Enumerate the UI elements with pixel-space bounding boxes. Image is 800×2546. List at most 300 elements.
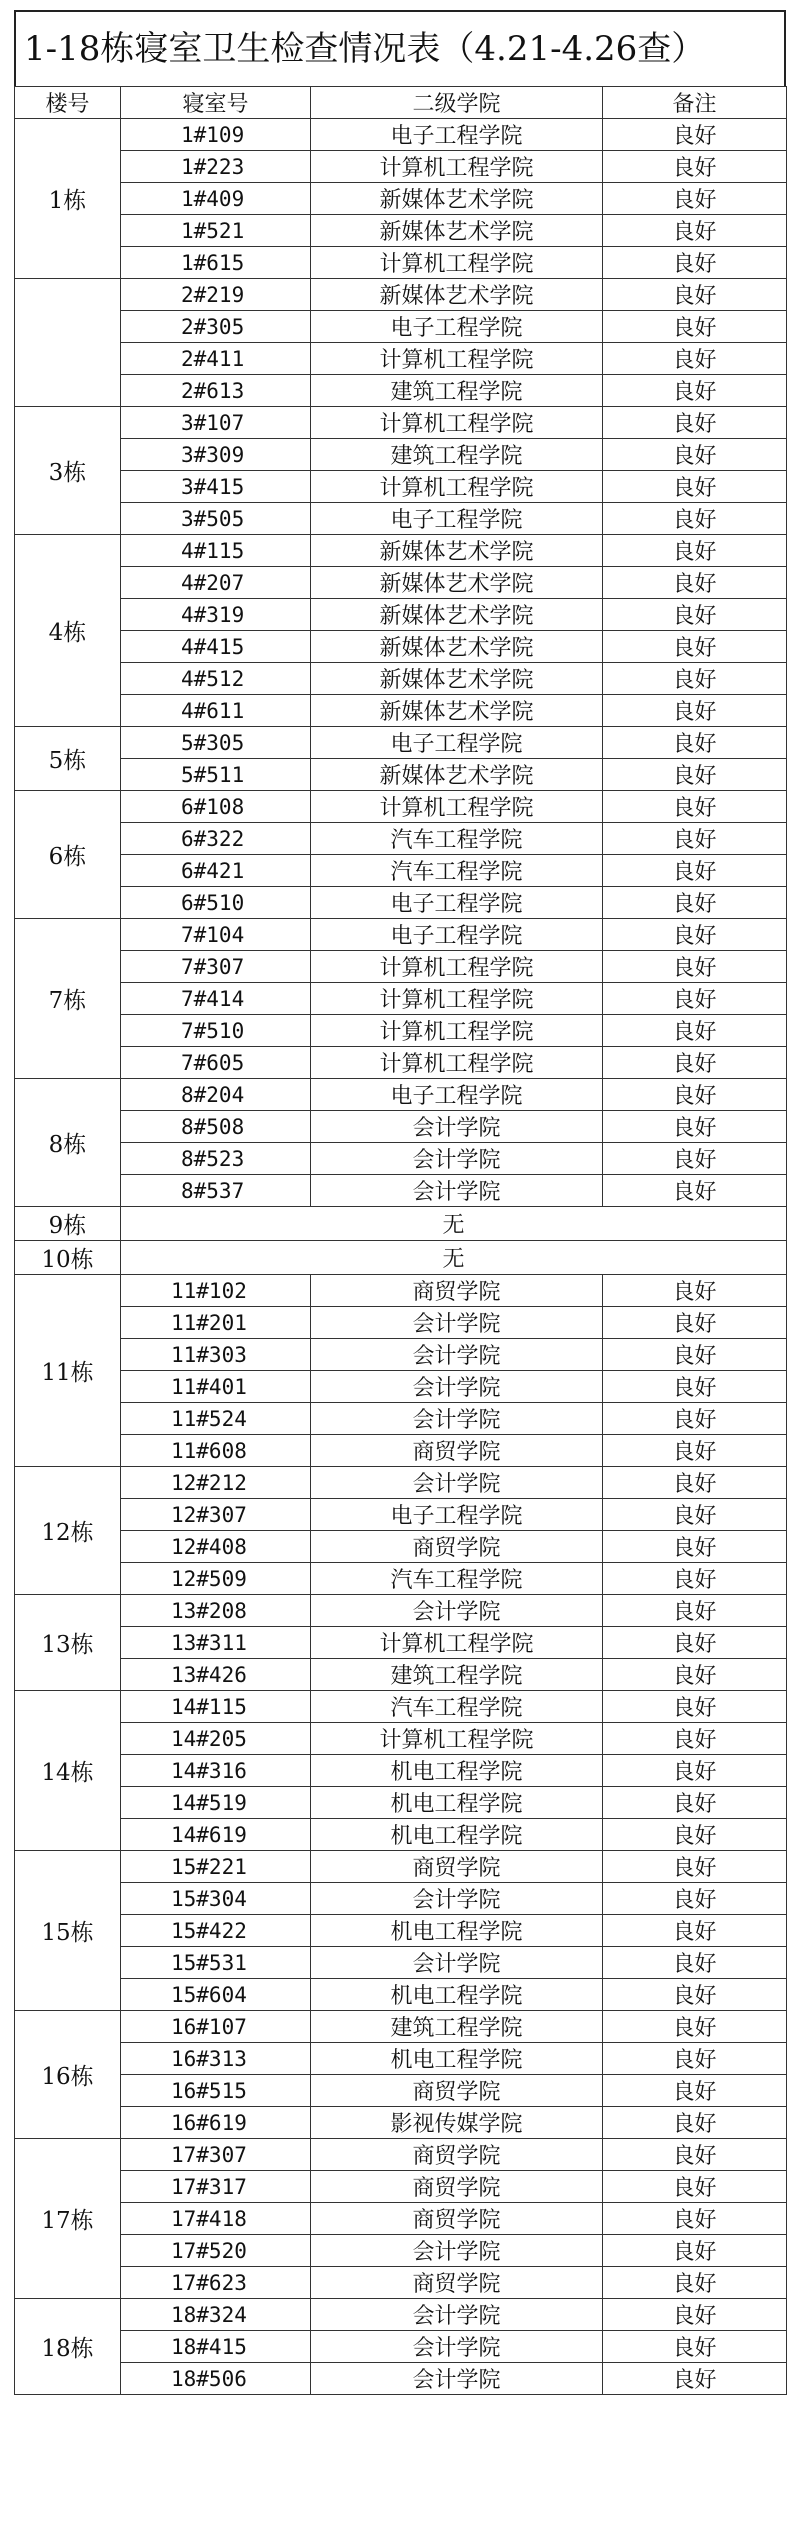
college-cell: 计算机工程学院 (311, 407, 603, 439)
college-cell: 商贸学院 (311, 2171, 603, 2203)
college-cell: 机电工程学院 (311, 1915, 603, 1947)
table-row (15, 343, 787, 375)
college-cell: 计算机工程学院 (311, 247, 603, 279)
remark-cell: 良好 (603, 791, 787, 823)
remark-cell: 良好 (603, 215, 787, 247)
remark-cell: 良好 (603, 2107, 787, 2139)
table-row (15, 151, 787, 183)
room-cell: 13#208 (121, 1595, 311, 1627)
remark-cell: 良好 (603, 2075, 787, 2107)
remark-cell: 良好 (603, 1467, 787, 1499)
table-row (15, 1015, 787, 1047)
college-cell: 会计学院 (311, 1403, 603, 1435)
college-cell: 建筑工程学院 (311, 2011, 603, 2043)
college-cell: 会计学院 (311, 1595, 603, 1627)
room-cell: 15#604 (121, 1979, 311, 2011)
table-row (15, 1627, 787, 1659)
room-cell: 4#611 (121, 695, 311, 727)
table-row (15, 663, 787, 695)
remark-cell: 良好 (603, 1851, 787, 1883)
remark-cell: 良好 (603, 1595, 787, 1627)
table-row (15, 631, 787, 663)
table-row (15, 1979, 787, 2011)
room-cell: 3#505 (121, 503, 311, 535)
remark-cell: 良好 (603, 759, 787, 791)
remark-cell: 良好 (603, 407, 787, 439)
remark-cell: 良好 (603, 471, 787, 503)
room-cell: 7#605 (121, 1047, 311, 1079)
table-row (15, 1947, 787, 1979)
table-row (15, 855, 787, 887)
college-cell: 新媒体艺术学院 (311, 631, 603, 663)
college-cell: 计算机工程学院 (311, 791, 603, 823)
college-cell: 计算机工程学院 (311, 983, 603, 1015)
college-cell: 新媒体艺术学院 (311, 695, 603, 727)
room-cell: 14#519 (121, 1787, 311, 1819)
table-row (15, 1207, 787, 1241)
remark-cell: 良好 (603, 375, 787, 407)
remark-cell: 良好 (603, 119, 787, 151)
room-cell: 17#418 (121, 2203, 311, 2235)
table-row (15, 503, 787, 535)
remark-cell: 良好 (603, 1403, 787, 1435)
remark-cell: 良好 (603, 727, 787, 759)
header-room: 寝室号 (121, 87, 311, 119)
room-cell: 2#613 (121, 375, 311, 407)
room-cell: 18#324 (121, 2299, 311, 2331)
room-cell: 4#512 (121, 663, 311, 695)
table-row (15, 727, 787, 759)
building-cell: 14栋 (15, 1691, 121, 1851)
table-row (15, 951, 787, 983)
college-cell: 建筑工程学院 (311, 439, 603, 471)
room-cell: 15#422 (121, 1915, 311, 1947)
remark-cell: 良好 (603, 1531, 787, 1563)
remark-cell: 良好 (603, 535, 787, 567)
room-cell: 15#531 (121, 1947, 311, 1979)
remark-cell: 良好 (603, 1883, 787, 1915)
college-cell: 计算机工程学院 (311, 471, 603, 503)
room-cell: 1#109 (121, 119, 311, 151)
table-row (15, 1175, 787, 1207)
building-cell: 18栋 (15, 2299, 121, 2395)
remark-cell: 良好 (603, 2203, 787, 2235)
room-cell: 5#511 (121, 759, 311, 791)
college-cell: 新媒体艺术学院 (311, 599, 603, 631)
table-row (15, 1563, 787, 1595)
room-cell: 1#521 (121, 215, 311, 247)
remark-cell: 良好 (603, 1079, 787, 1111)
college-cell: 新媒体艺术学院 (311, 279, 603, 311)
room-cell: 11#201 (121, 1307, 311, 1339)
college-cell: 电子工程学院 (311, 887, 603, 919)
college-cell: 电子工程学院 (311, 919, 603, 951)
table-row (15, 1755, 787, 1787)
college-cell: 建筑工程学院 (311, 375, 603, 407)
college-cell: 汽车工程学院 (311, 823, 603, 855)
building-cell: 17栋 (15, 2139, 121, 2299)
remark-cell: 良好 (603, 1979, 787, 2011)
room-cell: 14#115 (121, 1691, 311, 1723)
building-cell: 5栋 (15, 727, 121, 791)
remark-cell: 良好 (603, 1819, 787, 1851)
table-row (15, 375, 787, 407)
remark-cell: 良好 (603, 1047, 787, 1079)
building-cell: 10栋 (15, 1241, 121, 1275)
room-cell: 11#608 (121, 1435, 311, 1467)
remark-cell: 良好 (603, 2139, 787, 2171)
table-row (15, 1467, 787, 1499)
college-cell: 汽车工程学院 (311, 1691, 603, 1723)
table-row (15, 2235, 787, 2267)
room-cell: 6#510 (121, 887, 311, 919)
room-cell: 1#409 (121, 183, 311, 215)
room-cell: 16#515 (121, 2075, 311, 2107)
room-cell: 11#401 (121, 1371, 311, 1403)
table-row (15, 1307, 787, 1339)
college-cell: 电子工程学院 (311, 119, 603, 151)
room-cell: 11#524 (121, 1403, 311, 1435)
table-row (15, 1915, 787, 1947)
table-row (15, 1047, 787, 1079)
room-cell: 3#309 (121, 439, 311, 471)
remark-cell: 良好 (603, 1755, 787, 1787)
remark-cell: 良好 (603, 1111, 787, 1143)
table-row (15, 1787, 787, 1819)
room-cell: 18#506 (121, 2363, 311, 2395)
remark-cell: 良好 (603, 1339, 787, 1371)
table-row (15, 1241, 787, 1275)
remark-cell: 良好 (603, 279, 787, 311)
table-row (15, 407, 787, 439)
remark-cell: 良好 (603, 855, 787, 887)
college-cell: 汽车工程学院 (311, 855, 603, 887)
room-cell: 7#414 (121, 983, 311, 1015)
building-cell (15, 279, 121, 407)
remark-cell: 良好 (603, 1435, 787, 1467)
college-cell: 商贸学院 (311, 1275, 603, 1307)
room-cell: 7#510 (121, 1015, 311, 1047)
college-cell: 建筑工程学院 (311, 1659, 603, 1691)
table-body (15, 119, 787, 2395)
remark-cell: 良好 (603, 919, 787, 951)
college-cell: 会计学院 (311, 1175, 603, 1207)
college-cell: 计算机工程学院 (311, 151, 603, 183)
table-row (15, 1079, 787, 1111)
college-cell: 新媒体艺术学院 (311, 759, 603, 791)
building-cell: 6栋 (15, 791, 121, 919)
remark-cell: 良好 (603, 887, 787, 919)
room-cell: 4#115 (121, 535, 311, 567)
college-cell: 商贸学院 (311, 1531, 603, 1563)
remark-cell: 良好 (603, 2363, 787, 2395)
room-cell: 12#307 (121, 1499, 311, 1531)
college-cell: 会计学院 (311, 1307, 603, 1339)
inspection-table (14, 86, 787, 2395)
college-cell: 计算机工程学院 (311, 1047, 603, 1079)
remark-cell: 良好 (603, 1015, 787, 1047)
college-cell: 会计学院 (311, 1947, 603, 1979)
remark-cell: 良好 (603, 1499, 787, 1531)
college-cell: 机电工程学院 (311, 1819, 603, 1851)
college-cell: 商贸学院 (311, 2139, 603, 2171)
remark-cell: 良好 (603, 2011, 787, 2043)
inspection-sheet (14, 10, 786, 2395)
remark-cell: 良好 (603, 311, 787, 343)
table-row (15, 2299, 787, 2331)
empty-cell: 无 (121, 1241, 787, 1275)
room-cell: 8#537 (121, 1175, 311, 1207)
college-cell: 计算机工程学院 (311, 343, 603, 375)
room-cell: 7#104 (121, 919, 311, 951)
remark-cell: 良好 (603, 631, 787, 663)
room-cell: 1#615 (121, 247, 311, 279)
table-row (15, 791, 787, 823)
remark-cell: 良好 (603, 695, 787, 727)
remark-cell: 良好 (603, 247, 787, 279)
room-cell: 12#408 (121, 1531, 311, 1563)
table-row (15, 183, 787, 215)
college-cell: 机电工程学院 (311, 2043, 603, 2075)
table-row (15, 1403, 787, 1435)
room-cell: 11#303 (121, 1339, 311, 1371)
remark-cell: 良好 (603, 1563, 787, 1595)
building-cell: 11栋 (15, 1275, 121, 1467)
table-row (15, 2171, 787, 2203)
table-row (15, 1883, 787, 1915)
table-row (15, 983, 787, 1015)
remark-cell: 良好 (603, 1371, 787, 1403)
college-cell: 机电工程学院 (311, 1979, 603, 2011)
empty-cell: 无 (121, 1207, 787, 1241)
header-college: 二级学院 (311, 87, 603, 119)
college-cell: 机电工程学院 (311, 1787, 603, 1819)
remark-cell: 良好 (603, 567, 787, 599)
college-cell: 商贸学院 (311, 1435, 603, 1467)
table-row (15, 1531, 787, 1563)
remark-cell: 良好 (603, 1659, 787, 1691)
room-cell: 12#212 (121, 1467, 311, 1499)
table-row (15, 119, 787, 151)
building-cell: 3栋 (15, 407, 121, 535)
table-row (15, 1275, 787, 1307)
remark-cell: 良好 (603, 343, 787, 375)
building-cell: 13栋 (15, 1595, 121, 1691)
remark-cell: 良好 (603, 1307, 787, 1339)
room-cell: 12#509 (121, 1563, 311, 1595)
remark-cell: 良好 (603, 599, 787, 631)
remark-cell: 良好 (603, 1947, 787, 1979)
room-cell: 8#523 (121, 1143, 311, 1175)
room-cell: 2#411 (121, 343, 311, 375)
building-cell: 12栋 (15, 1467, 121, 1595)
room-cell: 3#415 (121, 471, 311, 503)
table-row (15, 2331, 787, 2363)
college-cell: 汽车工程学院 (311, 1563, 603, 1595)
room-cell: 6#108 (121, 791, 311, 823)
college-cell: 会计学院 (311, 1883, 603, 1915)
building-cell: 1栋 (15, 119, 121, 279)
remark-cell: 良好 (603, 151, 787, 183)
remark-cell: 良好 (603, 1175, 787, 1207)
college-cell: 新媒体艺术学院 (311, 215, 603, 247)
room-cell: 15#221 (121, 1851, 311, 1883)
college-cell: 会计学院 (311, 1371, 603, 1403)
remark-cell: 良好 (603, 2331, 787, 2363)
sheet-title: 1-18栋寝室卫生检查情况表（4.21-4.26查） (14, 10, 786, 86)
table-row (15, 1371, 787, 1403)
remark-cell: 良好 (603, 2299, 787, 2331)
table-row (15, 1435, 787, 1467)
table-row (15, 2075, 787, 2107)
table-row (15, 887, 787, 919)
college-cell: 新媒体艺术学院 (311, 567, 603, 599)
college-cell: 会计学院 (311, 2363, 603, 2395)
table-row (15, 279, 787, 311)
college-cell: 商贸学院 (311, 2075, 603, 2107)
table-row (15, 919, 787, 951)
remark-cell: 良好 (603, 1275, 787, 1307)
room-cell: 14#619 (121, 1819, 311, 1851)
college-cell: 商贸学院 (311, 2267, 603, 2299)
room-cell: 2#305 (121, 311, 311, 343)
college-cell: 会计学院 (311, 2235, 603, 2267)
college-cell: 电子工程学院 (311, 503, 603, 535)
header-row (15, 87, 787, 119)
table-row (15, 247, 787, 279)
remark-cell: 良好 (603, 439, 787, 471)
remark-cell: 良好 (603, 983, 787, 1015)
room-cell: 13#311 (121, 1627, 311, 1659)
remark-cell: 良好 (603, 2235, 787, 2267)
table-row (15, 567, 787, 599)
college-cell: 新媒体艺术学院 (311, 663, 603, 695)
room-cell: 5#305 (121, 727, 311, 759)
college-cell: 电子工程学院 (311, 1079, 603, 1111)
room-cell: 17#623 (121, 2267, 311, 2299)
room-cell: 15#304 (121, 1883, 311, 1915)
table-row (15, 535, 787, 567)
remark-cell: 良好 (603, 183, 787, 215)
room-cell: 17#307 (121, 2139, 311, 2171)
room-cell: 16#619 (121, 2107, 311, 2139)
college-cell: 会计学院 (311, 1111, 603, 1143)
college-cell: 计算机工程学院 (311, 1723, 603, 1755)
remark-cell: 良好 (603, 1723, 787, 1755)
remark-cell: 良好 (603, 503, 787, 535)
remark-cell: 良好 (603, 951, 787, 983)
college-cell: 会计学院 (311, 2299, 603, 2331)
college-cell: 计算机工程学院 (311, 951, 603, 983)
table-row (15, 2043, 787, 2075)
remark-cell: 良好 (603, 823, 787, 855)
college-cell: 电子工程学院 (311, 311, 603, 343)
room-cell: 3#107 (121, 407, 311, 439)
college-cell: 商贸学院 (311, 2203, 603, 2235)
remark-cell: 良好 (603, 1691, 787, 1723)
table-row (15, 823, 787, 855)
room-cell: 14#316 (121, 1755, 311, 1787)
table-row (15, 759, 787, 791)
room-cell: 2#219 (121, 279, 311, 311)
table-row (15, 2203, 787, 2235)
table-row (15, 1819, 787, 1851)
room-cell: 18#415 (121, 2331, 311, 2363)
room-cell: 16#313 (121, 2043, 311, 2075)
building-cell: 16栋 (15, 2011, 121, 2139)
remark-cell: 良好 (603, 663, 787, 695)
table-row (15, 311, 787, 343)
college-cell: 新媒体艺术学院 (311, 183, 603, 215)
room-cell: 8#508 (121, 1111, 311, 1143)
room-cell: 14#205 (121, 1723, 311, 1755)
remark-cell: 良好 (603, 1143, 787, 1175)
table-row (15, 1499, 787, 1531)
remark-cell: 良好 (603, 2267, 787, 2299)
building-cell: 8栋 (15, 1079, 121, 1207)
table-row (15, 2139, 787, 2171)
table-row (15, 1143, 787, 1175)
room-cell: 16#107 (121, 2011, 311, 2043)
table-row (15, 2011, 787, 2043)
table-row (15, 1339, 787, 1371)
college-cell: 会计学院 (311, 2331, 603, 2363)
room-cell: 17#520 (121, 2235, 311, 2267)
table-row (15, 599, 787, 631)
table-row (15, 1851, 787, 1883)
building-cell: 9栋 (15, 1207, 121, 1241)
college-cell: 电子工程学院 (311, 1499, 603, 1531)
room-cell: 8#204 (121, 1079, 311, 1111)
header-building: 楼号 (15, 87, 121, 119)
remark-cell: 良好 (603, 1627, 787, 1659)
room-cell: 6#421 (121, 855, 311, 887)
remark-cell: 良好 (603, 2171, 787, 2203)
college-cell: 影视传媒学院 (311, 2107, 603, 2139)
room-cell: 4#207 (121, 567, 311, 599)
college-cell: 机电工程学院 (311, 1755, 603, 1787)
college-cell: 新媒体艺术学院 (311, 535, 603, 567)
college-cell: 商贸学院 (311, 1851, 603, 1883)
room-cell: 13#426 (121, 1659, 311, 1691)
header-remark: 备注 (603, 87, 787, 119)
room-cell: 1#223 (121, 151, 311, 183)
room-cell: 4#415 (121, 631, 311, 663)
building-cell: 4栋 (15, 535, 121, 727)
room-cell: 17#317 (121, 2171, 311, 2203)
table-row (15, 1691, 787, 1723)
room-cell: 4#319 (121, 599, 311, 631)
table-row (15, 1111, 787, 1143)
building-cell: 15栋 (15, 1851, 121, 2011)
table-row (15, 2107, 787, 2139)
table-row (15, 2363, 787, 2395)
table-row (15, 1595, 787, 1627)
table-row (15, 695, 787, 727)
remark-cell: 良好 (603, 2043, 787, 2075)
remark-cell: 良好 (603, 1787, 787, 1819)
room-cell: 7#307 (121, 951, 311, 983)
table-row (15, 1723, 787, 1755)
college-cell: 计算机工程学院 (311, 1627, 603, 1659)
college-cell: 会计学院 (311, 1143, 603, 1175)
college-cell: 计算机工程学院 (311, 1015, 603, 1047)
college-cell: 会计学院 (311, 1467, 603, 1499)
table-row (15, 471, 787, 503)
table-row (15, 1659, 787, 1691)
table-row (15, 215, 787, 247)
remark-cell: 良好 (603, 1915, 787, 1947)
